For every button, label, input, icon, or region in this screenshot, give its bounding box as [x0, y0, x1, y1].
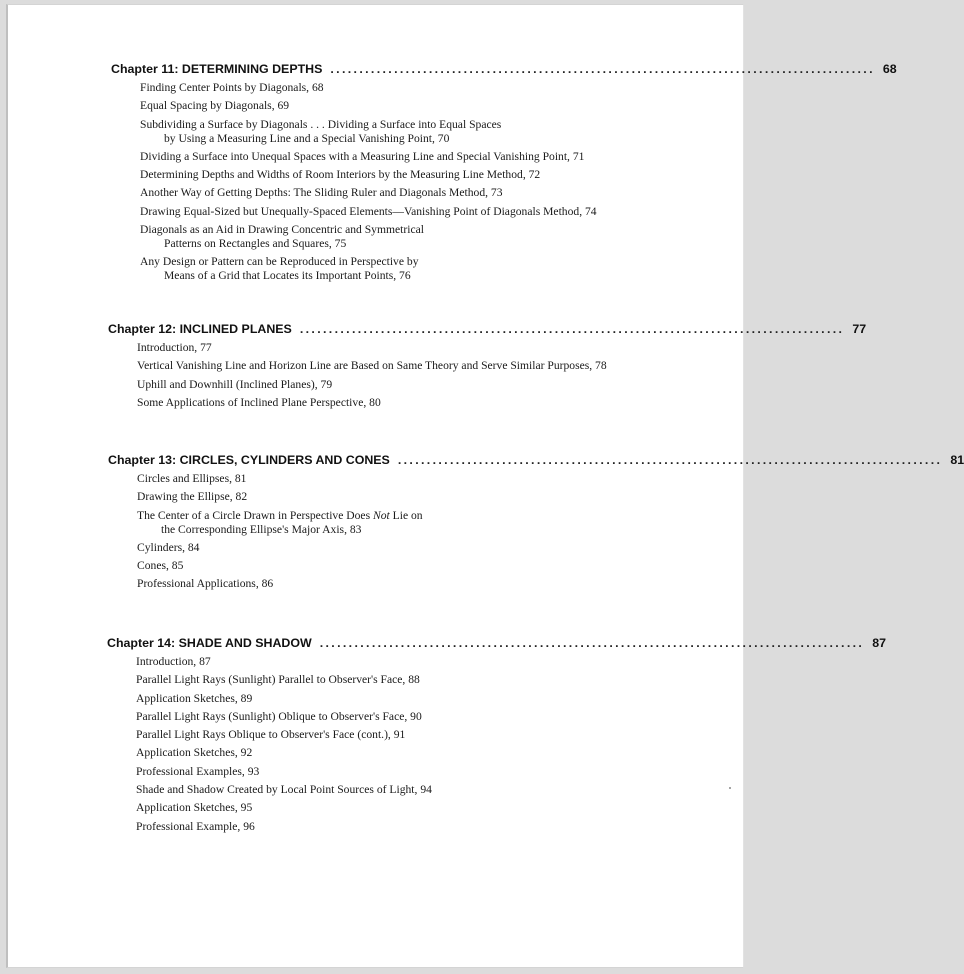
- entry-text-part: Lie on: [389, 508, 423, 522]
- entry-line: Determining Depths and Widths of Room Interiors by the Measuring Line Method, 72: [140, 168, 541, 182]
- toc-entry: [137, 359, 682, 373]
- entry-line: Cones, 85: [137, 559, 184, 573]
- toc-entry: [137, 509, 680, 537]
- document-page: [6, 4, 964, 968]
- entry-line: Vertical Vanishing Line and Horizon Line are Based on Same Theory and Serve Similar Purposes, 78: [137, 359, 607, 373]
- chapter-title: Chapter 12: INCLINED PLANES: [108, 322, 292, 336]
- toc-entry: [137, 559, 680, 573]
- entry-line: Any Design or Pattern can be Reproduced in Perspective by: [140, 255, 419, 269]
- entry-line-continuation: the Corresponding Ellipse's Major Axis, 83: [161, 522, 362, 536]
- entry-line: Drawing the Ellipse, 82: [137, 490, 248, 504]
- toc-entry: [136, 692, 680, 706]
- toc-entry: [140, 205, 684, 219]
- toc-entry: [137, 341, 682, 355]
- entry-line-continuation: Means of a Grid that Locates its Important Points, 76: [164, 269, 411, 283]
- toc-entry: [136, 801, 680, 815]
- entry-line: Diagonals as an Aid in Drawing Concentric and Symmetrical: [140, 223, 424, 237]
- toc-entry: [137, 396, 682, 410]
- entry-line: Professional Example, 96: [136, 819, 255, 833]
- chapter-12-section: [108, 321, 867, 414]
- toc-entry: [136, 765, 680, 779]
- entry-line: Subdividing a Surface by Diagonals . . . Dividing a Surface into Equal Spaces: [140, 117, 502, 131]
- entry-line: Introduction, 87: [136, 655, 211, 668]
- toc-entry: [136, 728, 680, 742]
- entry-line: Cylinders, 84: [137, 540, 200, 554]
- entry-line: Introduction, 77: [137, 341, 212, 354]
- toc-entry: [137, 541, 680, 555]
- toc-entry: [137, 577, 680, 591]
- toc-entry: [136, 783, 680, 797]
- dot-leader: ..............................................................................................: [299, 322, 845, 336]
- entry-line-continuation: by Using a Measuring Line and a Special Vanishing Point, 70: [164, 131, 450, 145]
- toc-entry: [137, 490, 680, 504]
- toc-entry: [140, 150, 684, 164]
- toc-entry: [136, 746, 680, 760]
- chapter-11-section: [111, 61, 897, 288]
- toc-entry: [136, 655, 680, 669]
- entry-line: Uphill and Downhill (Inclined Planes), 79: [137, 377, 333, 391]
- entry-line: Dividing a Surface into Unequal Spaces with a Measuring Line and Special Vanishing Point, 71: [140, 149, 585, 163]
- dot-leader: ..............................................................................................: [330, 62, 875, 76]
- chapter-page-number: 77: [852, 322, 867, 336]
- toc-entry: [136, 673, 680, 687]
- toc-entry: [140, 186, 684, 200]
- entry-line: Application Sketches, 89: [136, 691, 253, 705]
- toc-entry: [140, 223, 684, 251]
- entry-text-part: The Center of a Circle Drawn in Perspective Does: [137, 508, 373, 522]
- entry-line: Finding Center Points by Diagonals, 68: [140, 81, 324, 94]
- chapter-13-section: [108, 452, 964, 596]
- toc-entry: [140, 168, 684, 182]
- chapter-heading: [108, 452, 964, 468]
- entry-line: Some Applications of Inclined Plane Perspective, 80: [137, 395, 381, 409]
- entry-line: Parallel Light Rays (Sunlight) Parallel to Observer's Face, 88: [136, 673, 420, 687]
- toc-entry: [140, 81, 684, 95]
- toc-entry-list: [108, 341, 682, 410]
- chapter-heading: [111, 61, 897, 77]
- chapter-title: Chapter 11: DETERMINING DEPTHS: [111, 62, 323, 76]
- toc-entry: [136, 710, 680, 724]
- entry-line: Professional Applications, 86: [137, 577, 274, 591]
- scan-speck: [729, 787, 731, 789]
- chapter-page-number: 68: [882, 62, 897, 76]
- entry-emphasis: Not: [372, 508, 390, 522]
- entry-line: Circles and Ellipses, 81: [137, 472, 247, 485]
- entry-line: Parallel Light Rays (Sunlight) Oblique to Observer's Face, 90: [136, 709, 422, 723]
- chapter-title: Chapter 14: SHADE AND SHADOW: [107, 636, 312, 650]
- toc-entry-list: [107, 655, 680, 834]
- chapter-heading: [108, 321, 867, 337]
- entry-line-continuation: Patterns on Rectangles and Squares, 75: [164, 237, 347, 251]
- toc-entry: [140, 118, 684, 146]
- chapter-14-section: [107, 635, 886, 838]
- chapter-heading: [107, 635, 886, 651]
- dot-leader: ..............................................................................................: [397, 453, 943, 467]
- toc-entry-list: [111, 81, 684, 283]
- chapter-page-number: 87: [872, 636, 886, 650]
- entry-line: Drawing Equal-Sized but Unequally-Spaced Elements—Vanishing Point of Diagonals Method, 74: [140, 204, 597, 218]
- entry-line: [137, 509, 423, 522]
- chapter-title: Chapter 13: CIRCLES, CYLINDERS AND CONES: [108, 453, 390, 467]
- toc-entry: [136, 820, 680, 834]
- entry-line: Equal Spacing by Diagonals, 69: [140, 99, 290, 113]
- chapter-page-number: 81: [950, 453, 964, 467]
- toc-entry: [140, 99, 684, 113]
- entry-line: Application Sketches, 92: [136, 746, 253, 760]
- toc-entry: [140, 255, 684, 283]
- toc-entry: [137, 472, 680, 486]
- entry-line: Professional Examples, 93: [136, 764, 260, 778]
- entry-line: Application Sketches, 95: [136, 801, 253, 815]
- entry-line: Another Way of Getting Depths: The Sliding Ruler and Diagonals Method, 73: [140, 186, 503, 200]
- dot-leader: ..............................................................................................: [319, 636, 865, 650]
- entry-line: Parallel Light Rays Oblique to Observer's Face (cont.), 91: [136, 728, 406, 742]
- toc-entry-list: [108, 472, 680, 591]
- toc-entry: [137, 378, 682, 392]
- entry-line: Shade and Shadow Created by Local Point Sources of Light, 94: [136, 783, 432, 797]
